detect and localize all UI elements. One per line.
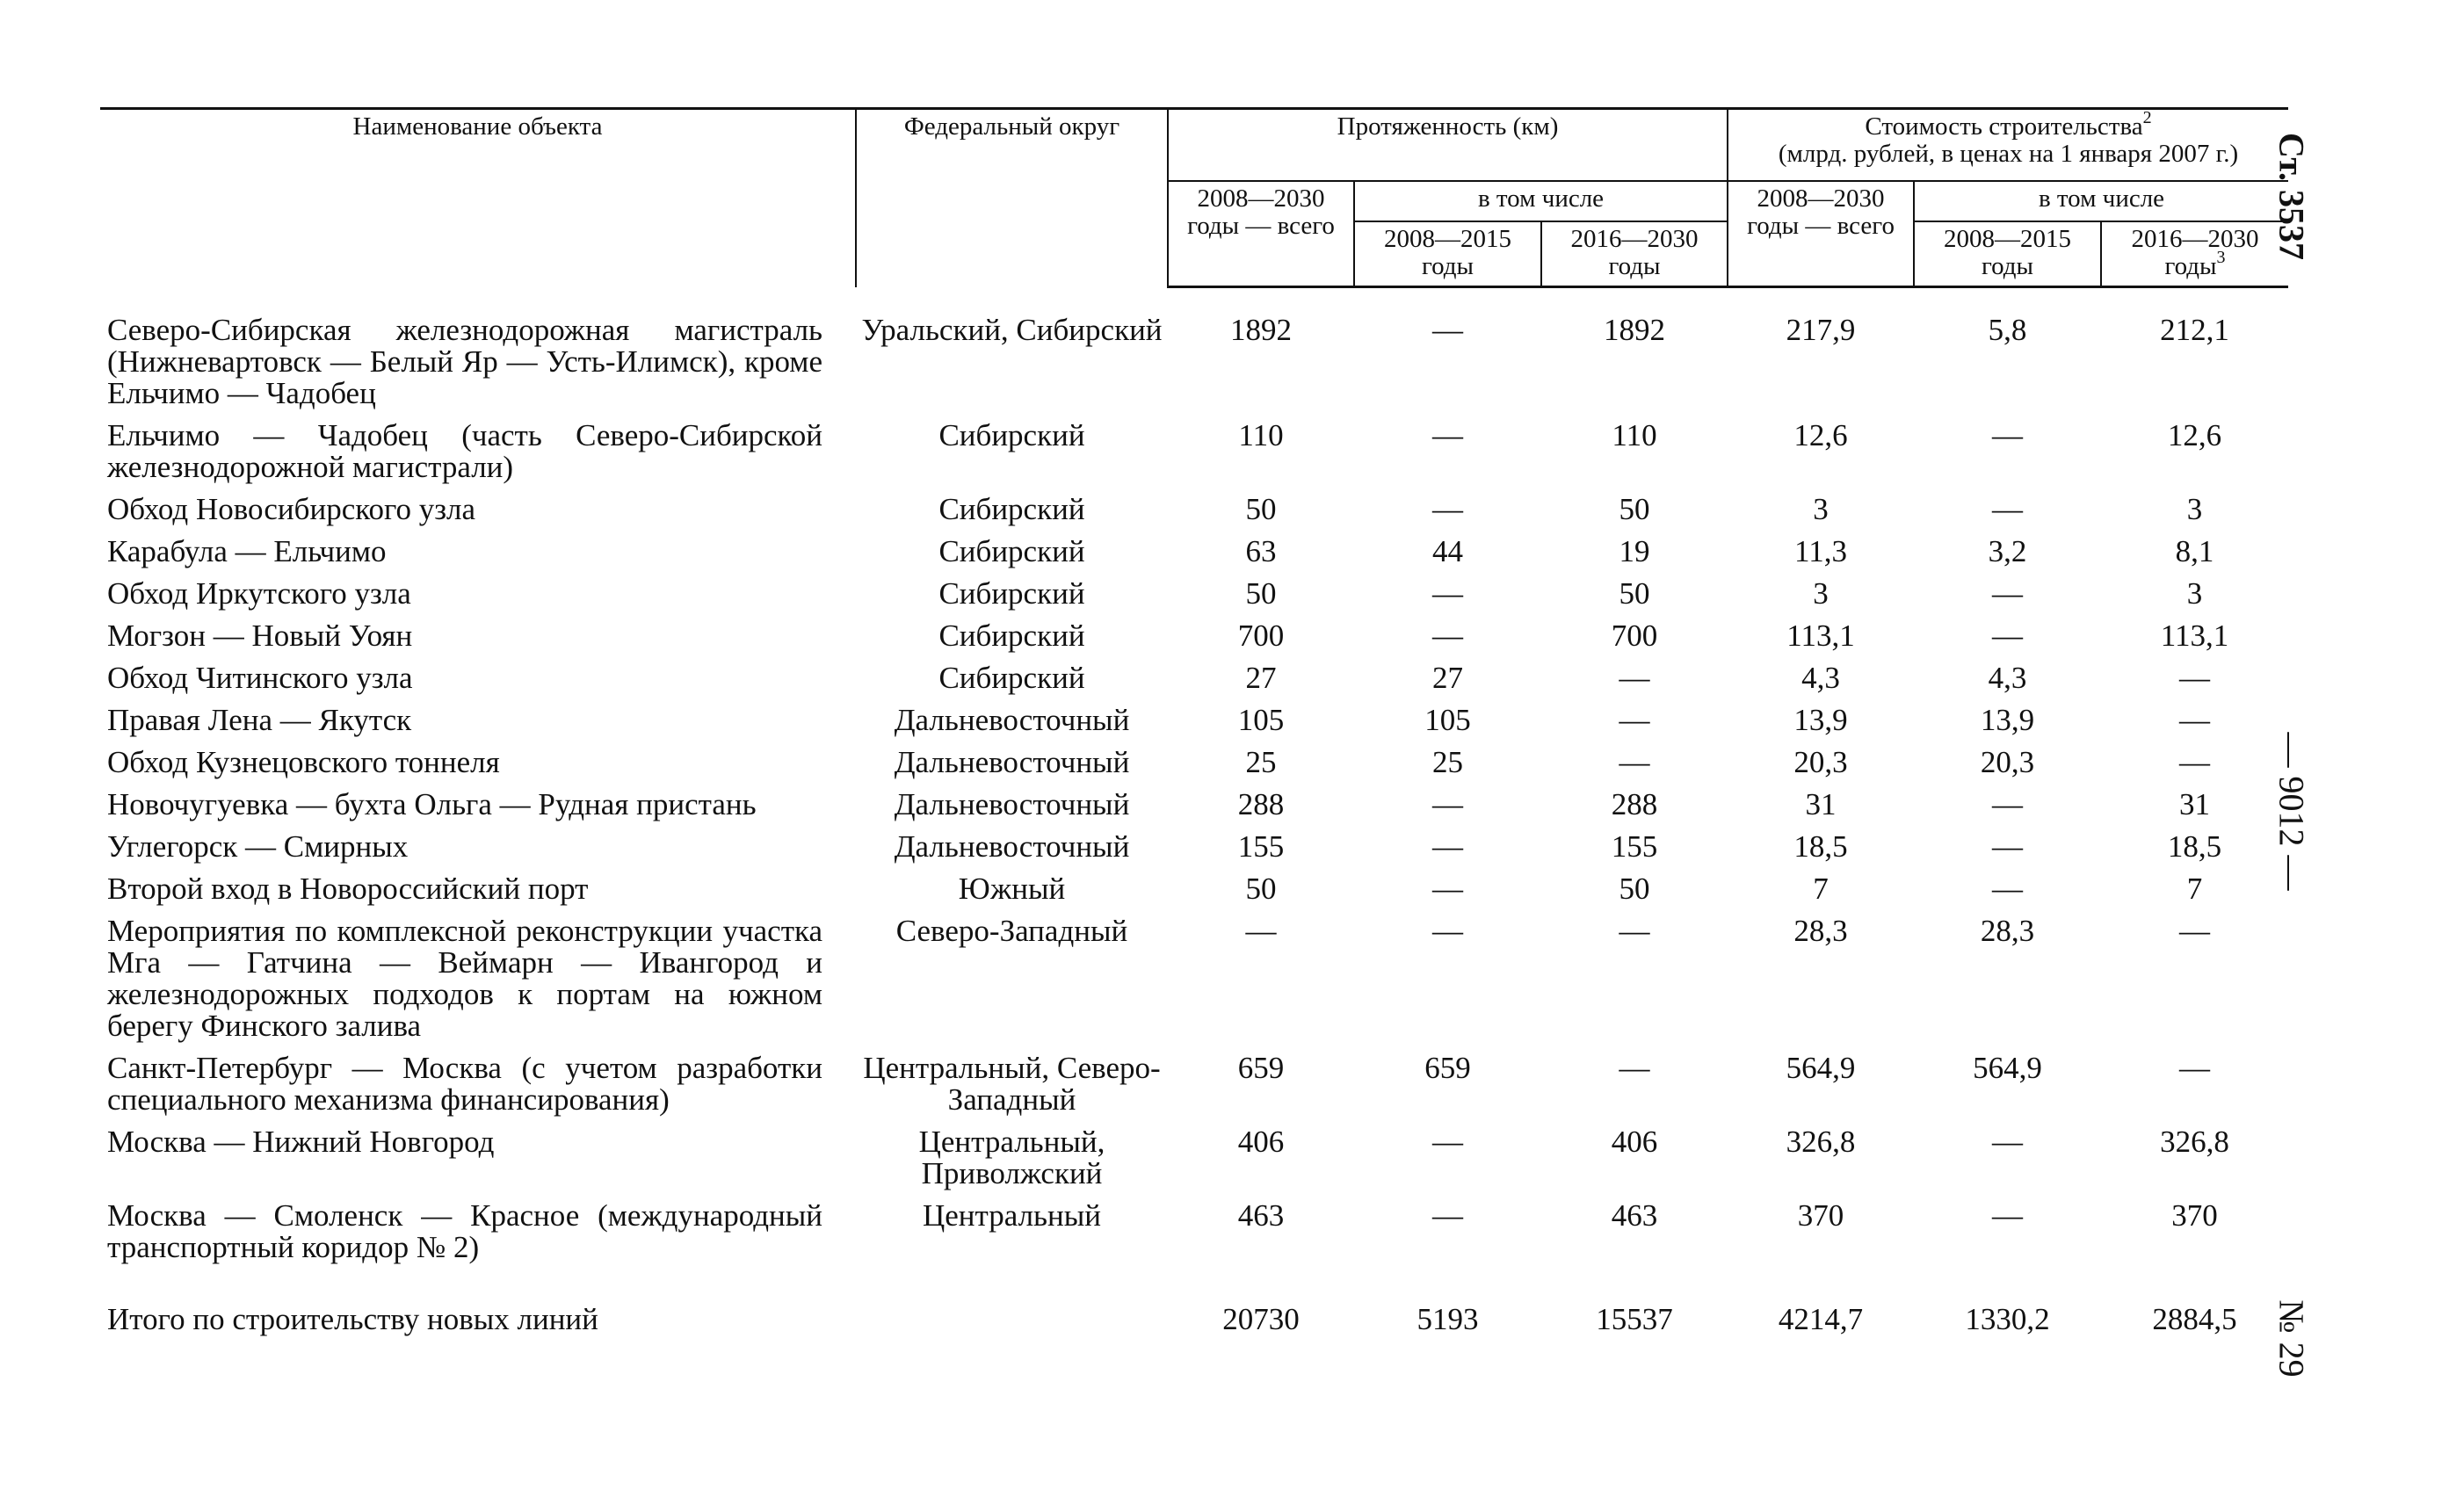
length-2008-2015: 44 <box>1432 534 1463 568</box>
table-body <box>100 287 2288 1275</box>
cost-2008-2015: 20,3 <box>1980 745 2035 779</box>
length-2016-2030: 463 <box>1611 1198 1658 1233</box>
table-row <box>100 831 2288 873</box>
length-2016-2030: 406 <box>1611 1125 1658 1159</box>
length-2008-2015: — <box>1432 1198 1463 1233</box>
cost-2016-2030: 370 <box>2171 1198 2218 1233</box>
cost-total: 326,8 <box>1786 1125 1856 1159</box>
federal-district: Южный <box>958 872 1066 906</box>
header-cost-p2-text: 2016—2030 годы <box>2131 225 2259 280</box>
federal-district: Северо-Западный <box>895 914 1128 948</box>
table-row <box>100 1126 2288 1200</box>
federal-district: Дальневосточный <box>894 703 1130 737</box>
length-total: 110 <box>1238 418 1284 452</box>
total-cost-2008-2015: 1330,2 <box>1965 1302 2050 1336</box>
length-2016-2030: — <box>1619 661 1650 695</box>
header-cost-including: в том числе <box>1914 181 2288 221</box>
length-2008-2015: — <box>1432 872 1463 906</box>
length-2016-2030: 50 <box>1619 576 1650 611</box>
header-cost-p2 <box>2101 221 2288 287</box>
header-length-p2: 2016—2030 годы <box>1541 221 1728 287</box>
object-name: Правая Лена — Якутск <box>107 703 412 737</box>
length-total: 63 <box>1245 534 1277 568</box>
cost-2016-2030: 7 <box>2186 872 2203 906</box>
article-number: Ст. 3537 <box>2271 133 2312 260</box>
length-total: 700 <box>1237 619 1285 653</box>
cost-2016-2030: — <box>2179 1051 2211 1085</box>
cost-2008-2015: 5,8 <box>1988 313 2027 347</box>
length-2008-2015: 27 <box>1432 661 1463 695</box>
object-name: Обход Читинского узла <box>107 661 413 695</box>
header-name: Наименование объекта <box>100 109 856 287</box>
cost-total: 18,5 <box>1793 829 1848 864</box>
object-name: Ельчимо — Чадобец (часть Северо-Сибирской железнодорожной магистрали) <box>107 418 822 484</box>
cost-2016-2030: 326,8 <box>2160 1125 2229 1159</box>
length-2008-2015: — <box>1432 619 1463 653</box>
table-row <box>100 536 2288 578</box>
object-name: Обход Кузнецовского тоннеля <box>107 745 500 779</box>
construction-table <box>100 107 2288 1335</box>
length-2008-2015: — <box>1432 313 1463 347</box>
cost-total: 370 <box>1797 1198 1844 1233</box>
object-name: Мероприятия по комплексной реконструкции участка Мга — Гатчина — Веймарн — Ивангород и железнодорожных подходов к портам на южном берегу Финского залива <box>107 914 822 1043</box>
federal-district: Центральный, Приволжский <box>918 1125 1105 1190</box>
header-cost-group <box>1728 109 2288 182</box>
cost-total: 3 <box>1813 576 1829 611</box>
cost-total: 28,3 <box>1793 914 1848 948</box>
cost-2008-2015: — <box>1992 829 2024 864</box>
cost-total: 564,9 <box>1786 1051 1856 1085</box>
cost-total: 12,6 <box>1793 418 1848 452</box>
table-row <box>100 1200 2288 1274</box>
length-2016-2030: — <box>1619 1051 1650 1085</box>
total-cost: 4214,7 <box>1778 1302 1864 1336</box>
object-name: Обход Новосибирского узла <box>107 492 476 526</box>
table-row <box>100 420 2288 494</box>
table-row <box>100 662 2288 705</box>
cost-total: 13,9 <box>1793 703 1848 737</box>
object-name: Санкт-Петербург — Москва (с учетом разработки специального механизма финансирования) <box>107 1051 822 1117</box>
cost-2008-2015: 3,2 <box>1988 534 2027 568</box>
length-2016-2030: 288 <box>1611 787 1658 821</box>
object-name: Москва — Смоленск — Красное (международный транспортный коридор № 2) <box>107 1198 822 1264</box>
length-total: 50 <box>1245 576 1277 611</box>
table-row <box>100 747 2288 789</box>
header-cost-p1: 2008—2015 годы <box>1914 221 2101 287</box>
total-label: Итого по строительству новых линий <box>107 1302 598 1336</box>
table-row <box>100 620 2288 662</box>
cost-total: 217,9 <box>1786 313 1856 347</box>
federal-district: Дальневосточный <box>894 829 1130 864</box>
length-total: 463 <box>1237 1198 1285 1233</box>
cost-2016-2030: — <box>2179 661 2211 695</box>
length-total: — <box>1245 914 1277 948</box>
length-2008-2015: — <box>1432 829 1463 864</box>
federal-district: Сибирский <box>938 492 1085 526</box>
length-total: 50 <box>1245 492 1277 526</box>
object-name: Карабула — Ельчимо <box>107 534 387 568</box>
federal-district: Уральский, Сибирский <box>861 313 1163 347</box>
cost-2008-2015: 28,3 <box>1980 914 2035 948</box>
cost-2016-2030: 12,6 <box>2167 418 2222 452</box>
cost-2016-2030: 3 <box>2186 492 2203 526</box>
length-total: 288 <box>1237 787 1285 821</box>
cost-2016-2030: — <box>2179 703 2211 737</box>
federal-district: Центральный, Северо-Западный <box>863 1051 1161 1117</box>
cost-2008-2015: 564,9 <box>1973 1051 2042 1085</box>
cost-total: 4,3 <box>1801 661 1840 695</box>
cost-2008-2015: 4,3 <box>1988 661 2027 695</box>
header-length-including: в том числе <box>1354 181 1728 221</box>
length-2008-2015: — <box>1432 576 1463 611</box>
cost-2008-2015: — <box>1992 1125 2024 1159</box>
cost-total: 20,3 <box>1793 745 1848 779</box>
cost-2016-2030: 8,1 <box>2175 534 2214 568</box>
cost-2016-2030: 18,5 <box>2167 829 2222 864</box>
length-2016-2030: — <box>1619 703 1650 737</box>
cost-2008-2015: — <box>1992 576 2024 611</box>
cost-2016-2030: 212,1 <box>2160 313 2229 347</box>
object-name: Второй вход в Новороссийский порт <box>107 872 589 906</box>
cost-2016-2030: 113,1 <box>2160 619 2229 653</box>
object-name: Новочугуевка — бухта Ольга — Рудная пристань <box>107 787 757 821</box>
header-cost-line1: Стоимость строительства <box>1865 112 2143 141</box>
length-2008-2015: 659 <box>1424 1051 1471 1085</box>
length-2016-2030: 19 <box>1619 534 1650 568</box>
table-row <box>100 789 2288 831</box>
federal-district: Центральный <box>922 1198 1101 1233</box>
length-total: 25 <box>1245 745 1277 779</box>
cost-2008-2015: — <box>1992 418 2024 452</box>
header-length-total: 2008—2030 годы — всего <box>1168 181 1354 287</box>
federal-district: Дальневосточный <box>894 787 1130 821</box>
length-2008-2015: 25 <box>1432 745 1463 779</box>
length-2016-2030: 700 <box>1611 619 1658 653</box>
total-length: 20730 <box>1222 1302 1300 1336</box>
object-name: Могзон — Новый Уоян <box>107 619 413 653</box>
object-name: Северо-Сибирская железнодорожная магистраль (Нижневартовск — Белый Яр — Усть-Илимск), кроме Ельчимо — Чадобец <box>107 313 822 410</box>
cost-2008-2015: 13,9 <box>1980 703 2035 737</box>
table-row <box>100 705 2288 747</box>
length-total: 105 <box>1237 703 1285 737</box>
table-row <box>100 315 2288 420</box>
header-district: Федеральный округ <box>856 109 1168 287</box>
length-2016-2030: 110 <box>1612 418 1657 452</box>
header-length-p1: 2008—2015 годы <box>1354 221 1541 287</box>
cost-2016-2030: 3 <box>2186 576 2203 611</box>
cost-2016-2030: — <box>2179 745 2211 779</box>
cost-2016-2030: — <box>2179 914 2211 948</box>
header-cost-footnote: 2 <box>2142 108 2152 128</box>
cost-2008-2015: — <box>1992 787 2024 821</box>
object-name: Москва — Нижний Новгород <box>107 1125 495 1159</box>
length-2016-2030: 50 <box>1619 492 1650 526</box>
cost-2008-2015: — <box>1992 619 2024 653</box>
table-row <box>100 1053 2288 1126</box>
cost-total: 7 <box>1813 872 1829 906</box>
header-cost-p2-footnote: 3 <box>2216 248 2226 268</box>
length-total: 27 <box>1245 661 1277 695</box>
length-total: 1892 <box>1230 313 1292 347</box>
federal-district: Дальневосточный <box>894 745 1130 779</box>
page-number: — 9012 — <box>2271 732 2312 891</box>
header-length-group: Протяженность (км) <box>1168 109 1728 182</box>
total-cost-2016-2030: 2884,5 <box>2152 1302 2237 1336</box>
cost-total: 31 <box>1805 787 1837 821</box>
length-2016-2030: 155 <box>1611 829 1658 864</box>
table-row <box>100 494 2288 536</box>
length-total: 659 <box>1237 1051 1285 1085</box>
length-total: 406 <box>1237 1125 1285 1159</box>
cost-2008-2015: — <box>1992 1198 2024 1233</box>
total-length-2008-2015: 5193 <box>1417 1302 1479 1336</box>
length-total: 50 <box>1245 872 1277 906</box>
length-2008-2015: — <box>1432 914 1463 948</box>
cost-2008-2015: — <box>1992 872 2024 906</box>
length-2016-2030: — <box>1619 914 1650 948</box>
length-2016-2030: 50 <box>1619 872 1650 906</box>
length-2016-2030: 1892 <box>1604 313 1665 347</box>
length-2016-2030: — <box>1619 745 1650 779</box>
federal-district: Сибирский <box>938 619 1085 653</box>
federal-district: Сибирский <box>938 661 1085 695</box>
federal-district: Сибирский <box>938 418 1085 452</box>
length-2008-2015: — <box>1432 787 1463 821</box>
federal-district: Сибирский <box>938 576 1085 611</box>
length-2008-2015: — <box>1432 492 1463 526</box>
cost-total: 11,3 <box>1794 534 1847 568</box>
cost-total: 3 <box>1813 492 1829 526</box>
length-2008-2015: 105 <box>1424 703 1471 737</box>
issue-number: № 29 <box>2271 1299 2312 1378</box>
object-name: Углегорск — Смирных <box>107 829 409 864</box>
cost-2016-2030: 31 <box>2179 787 2211 821</box>
object-name: Обход Иркутского узла <box>107 576 411 611</box>
header-cost-line2: (млрд. рублей, в ценах на 1 января 2007 г.) <box>1778 140 2239 168</box>
cost-2008-2015: — <box>1992 492 2024 526</box>
length-2008-2015: — <box>1432 418 1463 452</box>
total-length-2016-2030: 15537 <box>1596 1302 1673 1336</box>
table-row <box>100 873 2288 915</box>
cost-total: 113,1 <box>1786 619 1855 653</box>
table-row <box>100 578 2288 620</box>
total-row <box>100 1304 2288 1335</box>
total-district-empty <box>856 1304 1168 1335</box>
length-2008-2015: — <box>1432 1125 1463 1159</box>
table-row <box>100 915 2288 1053</box>
federal-district: Сибирский <box>938 534 1085 568</box>
header-cost-total: 2008—2030 годы — всего <box>1728 181 1914 287</box>
length-total: 155 <box>1237 829 1285 864</box>
